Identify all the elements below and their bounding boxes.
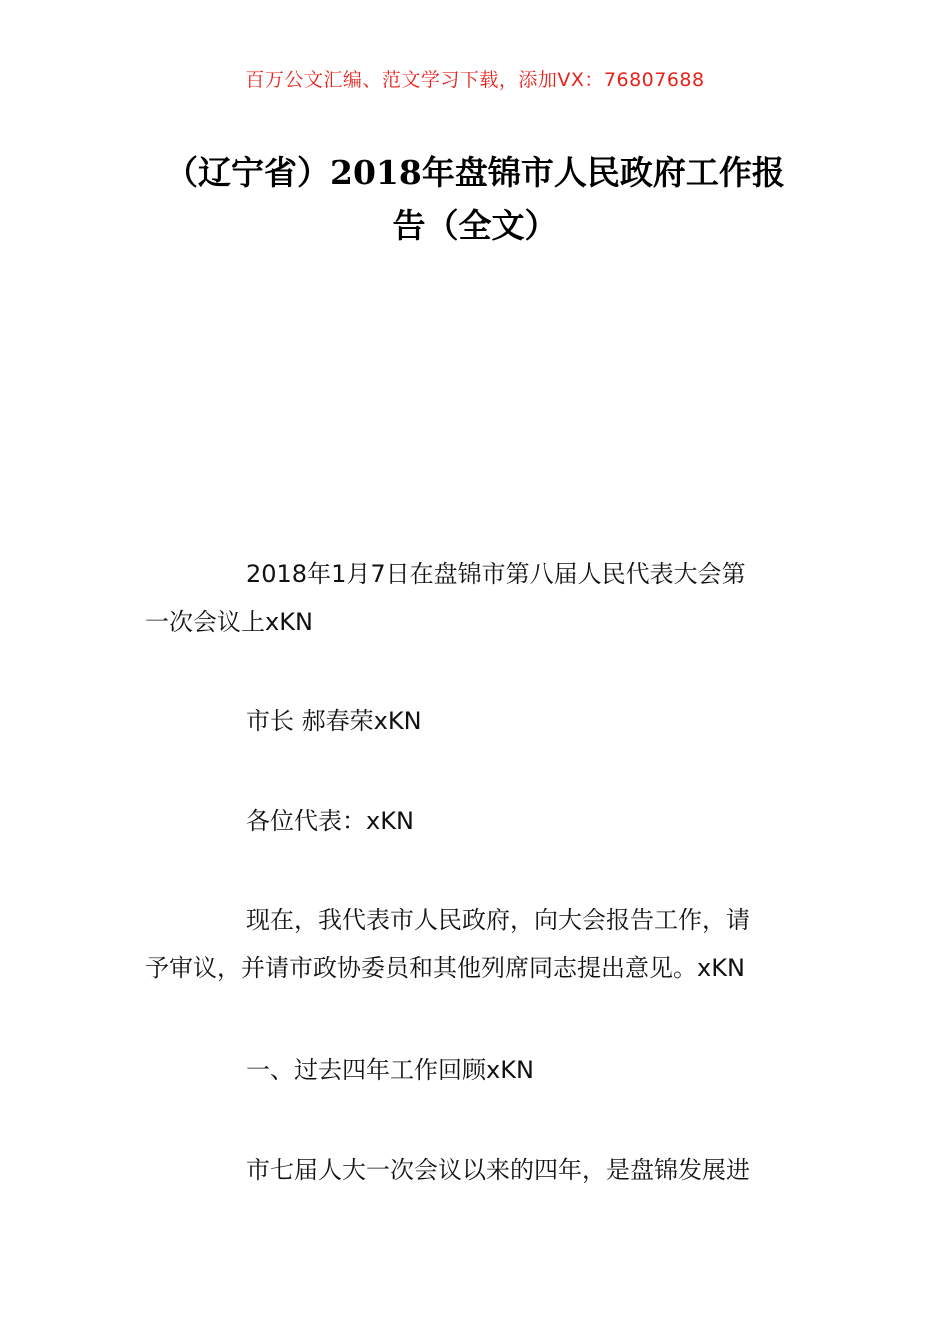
document-title (140, 146, 810, 252)
paragraph-review (145, 1146, 810, 1194)
paragraph-intro (145, 896, 810, 992)
paragraph-date (145, 550, 810, 646)
paragraph-line: 市长 郝春荣xKN (246, 707, 422, 735)
paragraph-salutation (145, 797, 810, 845)
paragraph-line: 一、过去四年工作回顾xKN (246, 1056, 534, 1084)
paragraph-line: 市七届人大一次会议以来的四年，是盘锦发展进 (246, 1156, 750, 1184)
paragraph-line: 2018年1月7日在盘锦市第八届人民代表大会第 (246, 560, 746, 588)
section-heading (145, 1046, 810, 1094)
title-line-1: （辽宁省）2018年盘锦市人民政府工作报 (165, 153, 785, 192)
paragraph-line: 一次会议上xKN (145, 608, 313, 636)
paragraph-line: 予审议，并请市政协委员和其他列席同志提出意见。xKN (145, 954, 745, 982)
paragraph-line: 现在，我代表市人民政府，向大会报告工作，请 (246, 906, 750, 934)
title-line-2: 告（全文） (392, 206, 558, 245)
paragraph-speaker (145, 697, 810, 745)
header-note: 百万公文汇编、范文学习下载，添加VX：76807688 (245, 69, 705, 91)
paragraph-line: 各位代表：xKN (246, 807, 414, 835)
